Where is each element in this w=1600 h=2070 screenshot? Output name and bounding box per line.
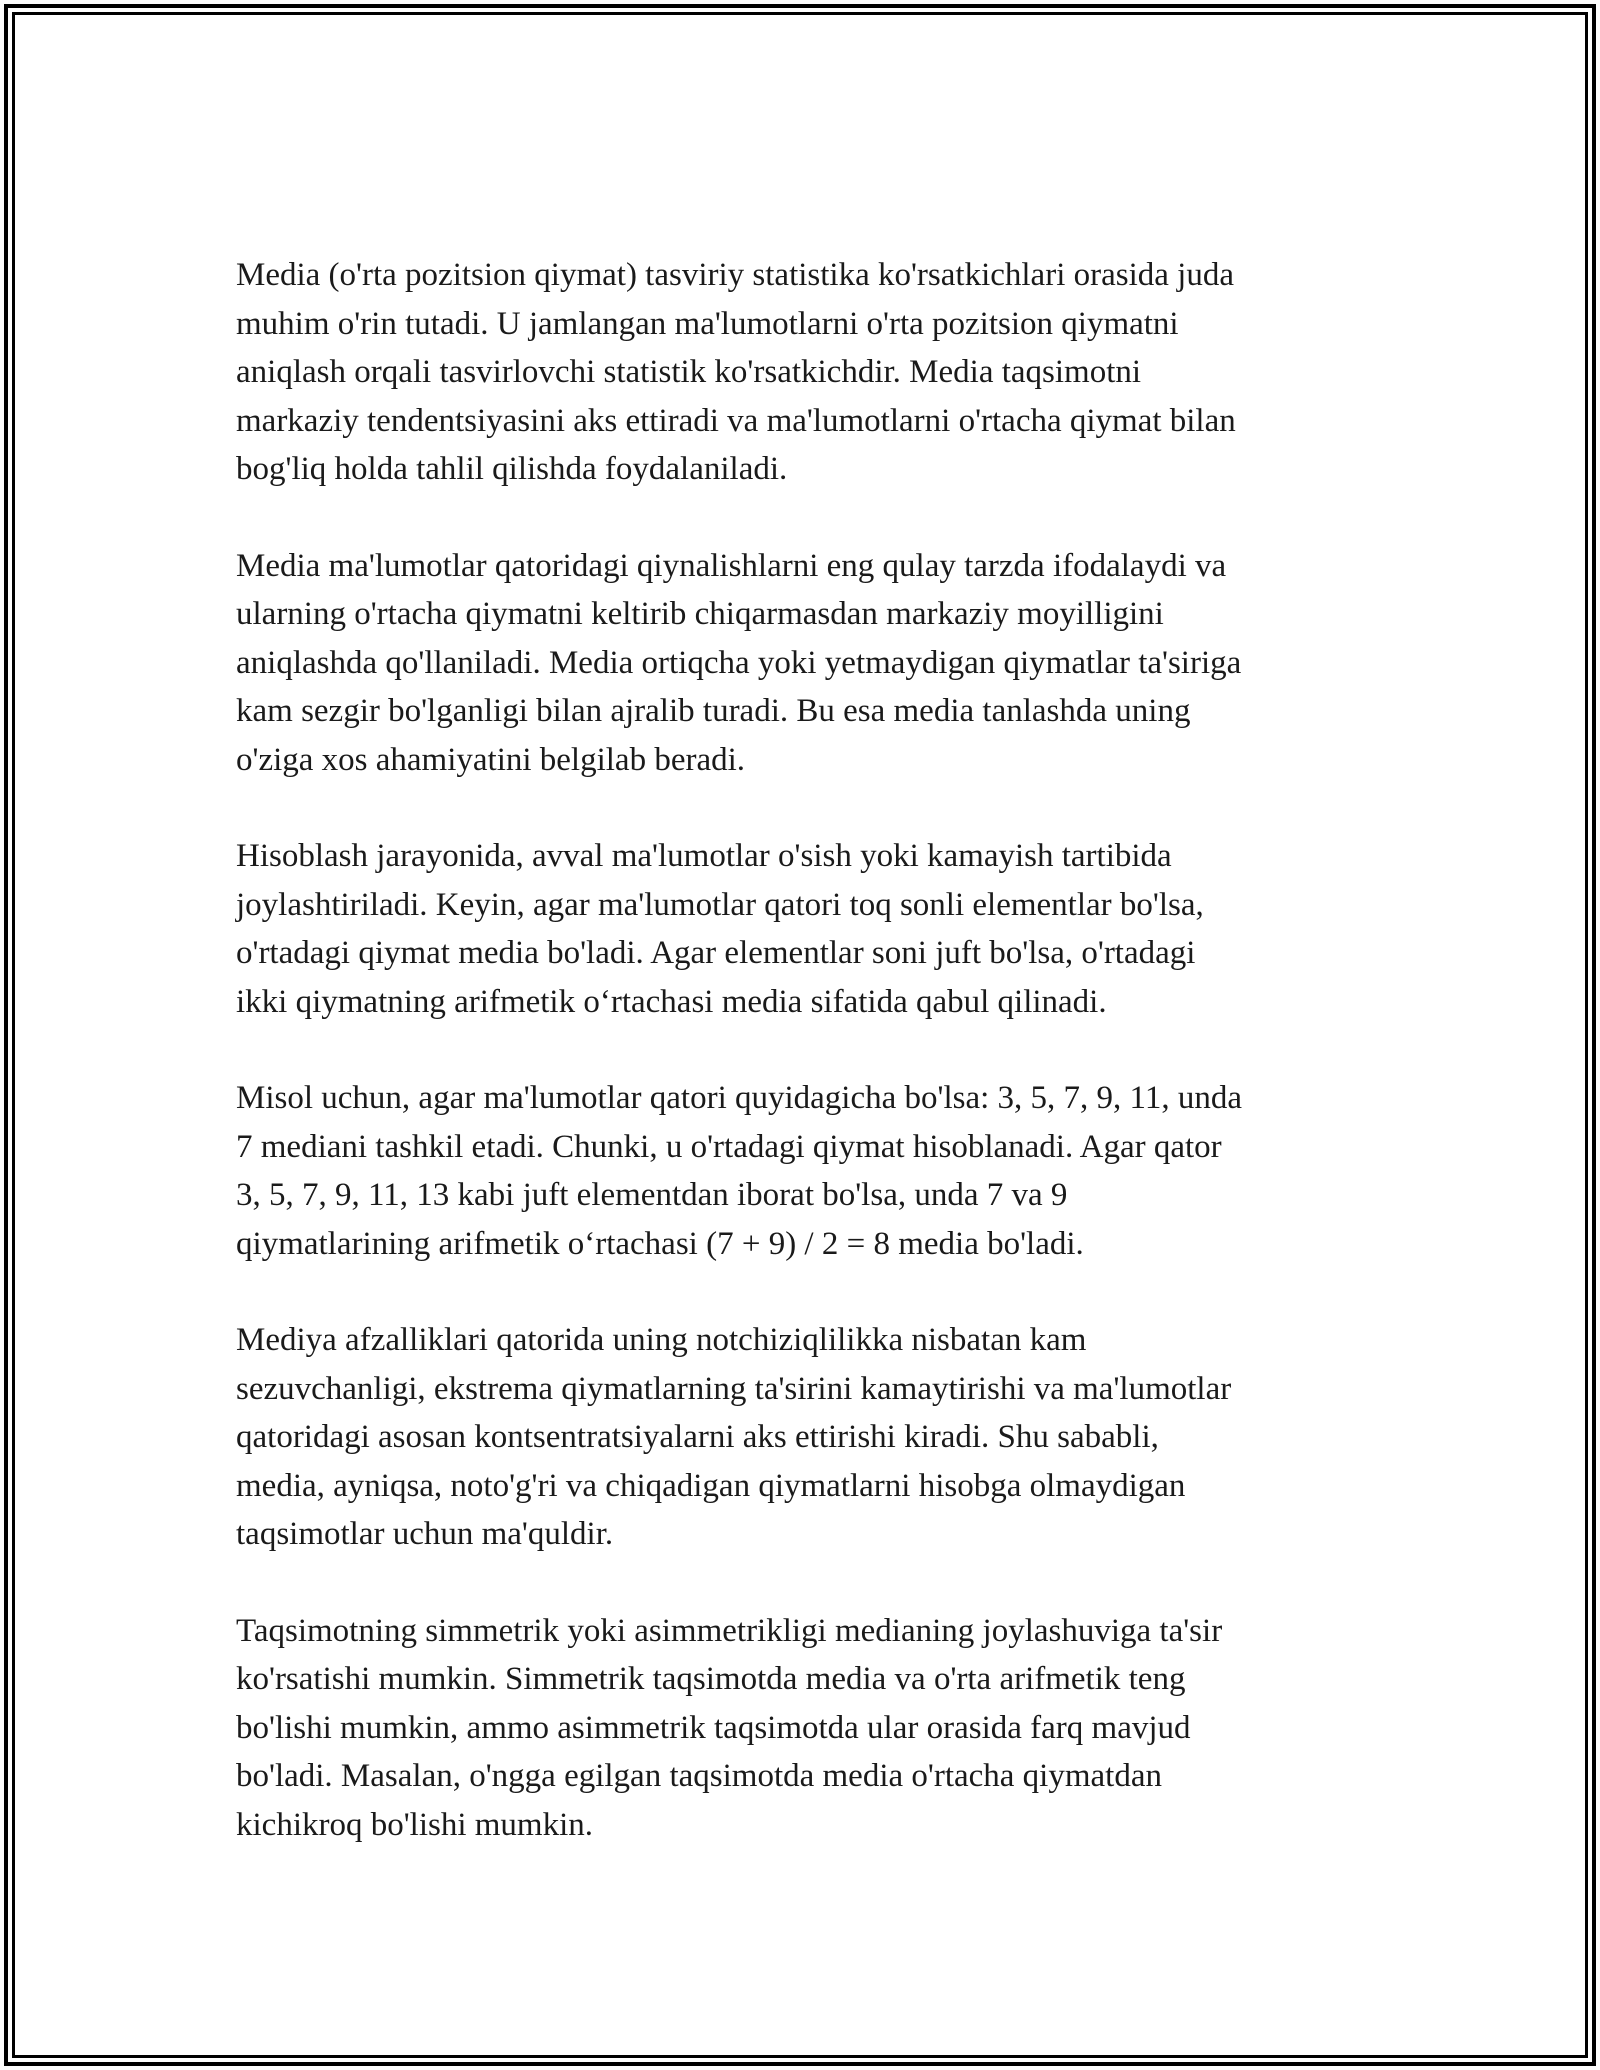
paragraph-2: Media ma'lumotlar qatoridagi qiynalishlarni eng qulay tarzda ifodalaydi va ularning o'rtacha qiymatni keltirib chiqarmasdan markaziy moyilligini aniqlashda qo'llaniladi. Media ortiqcha yoki yetmaydigan qiymatlar ta'siriga kam sezgir bo'lganligi bilan ajralib turadi. Bu esa media tanlashda uning o'ziga xos ahamiyatini belgilab beradi.	[236, 547, 1242, 778]
paragraph-5: Mediya afzalliklari qatorida uning notchiziqlilikka nisbatan kam sezuvchanligi, ekstrema qiymatlarning ta'sirini kamaytirishi va ma'lumotlar qatoridagi asosan kontsentratsiyalarni aks ettirishi kiradi. Shu sababli, media, ayniqsa, noto'g'ri va chiqadigan qiymatlarni hisobga olmaydigan taqsimotlar uchun ma'quldir.	[236, 1322, 1232, 1552]
document-body	[236, 251, 1366, 1897]
paragraph-1: Media (o'rta pozitsion qiymat) tasviriy statistika ko'rsatkichlari orasida juda muhim o'rin tutadi. U jamlangan ma'lumotlarni o'rta pozitsion qiymatni aniqlash orqali tasvirlovchi statistik ko'rsatkichdir. Media taqsimotni markaziy tendentsiyasini aks ettiradi va ma'lumotlarni o'rtacha qiymat bilan bog'liq holda tahlil qilishda foydalaniladi.	[236, 257, 1236, 487]
paragraph-6: Taqsimotning simmetrik yoki asimmetrikligi medianing joylashuviga ta'sir ko'rsatishi mumkin. Simmetrik taqsimotda media va o'rta arifmetik teng bo'lishi mumkin, ammo asimmetrik taqsimotda ular orasida farq mavjud bo'ladi. Masalan, o'ngga egilgan taqsimotda media o'rtacha qiymatdan kichikroq bo'lishi mumkin.	[236, 1612, 1223, 1843]
paragraph-4: Misol uchun, agar ma'lumotlar qatori quyidagicha bo'lsa: 3, 5, 7, 9, 11, unda 7 mediani tashkil etadi. Chunki, u o'rtadagi qiymat hisoblanadi. Agar qator 3, 5, 7, 9, 11, 13 kabi juft elementdan iborat bo'lsa, unda 7 va 9 qiymatlarining arifmetik o‘rtachasi (7 + 9) / 2 = 8 media bo'ladi.	[236, 1080, 1242, 1262]
paragraph-3: Hisoblash jarayonida, avval ma'lumotlar o'sish yoki kamayish tartibida joylashtiriladi. Keyin, agar ma'lumotlar qatori toq sonli elementlar bo'lsa, o'rtadagi qiymat media bo'ladi. Agar elementlar soni juft bo'lsa, o'rtadagi ikki qiymatning arifmetik o‘rtachasi media sifatida qabul qilinadi.	[236, 838, 1204, 1020]
